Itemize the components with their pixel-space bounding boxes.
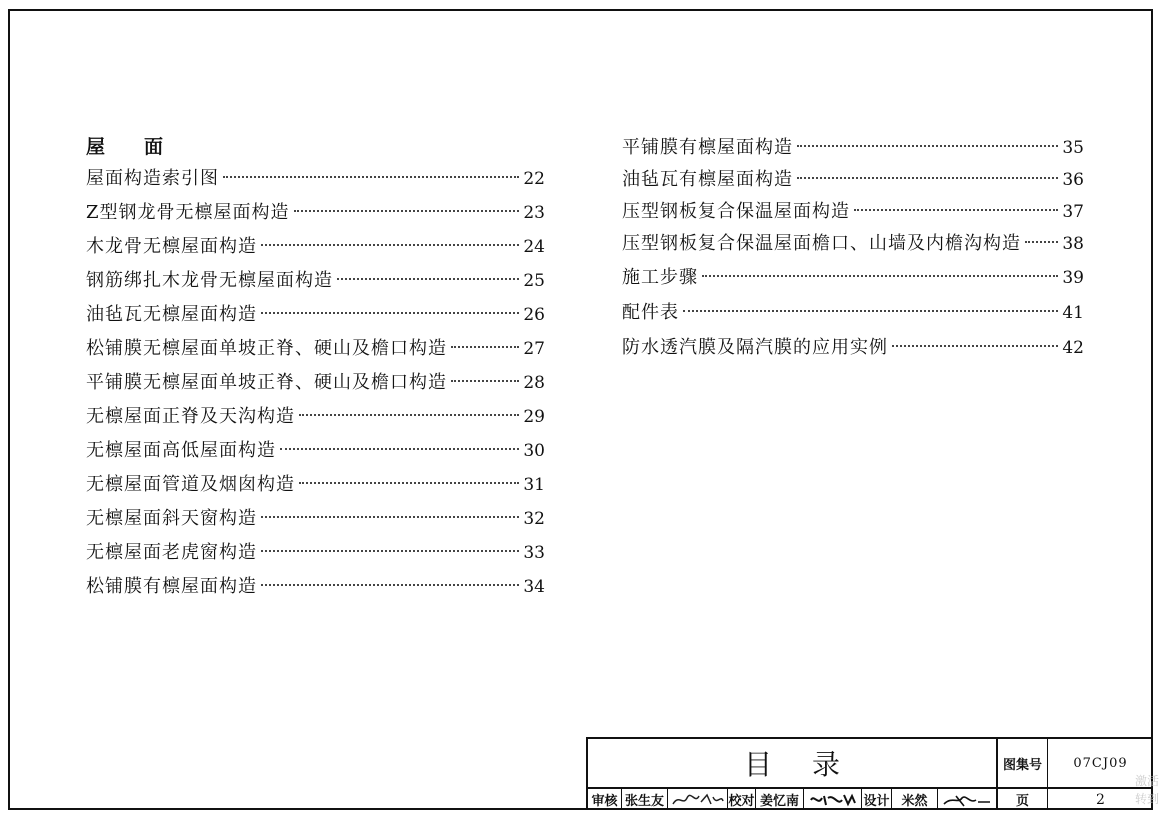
dot-leader bbox=[854, 209, 1058, 211]
dot-leader bbox=[223, 176, 519, 178]
toc-entry bbox=[86, 366, 545, 400]
toc-entry-title: 平铺膜有檩屋面构造 bbox=[622, 137, 793, 158]
dot-leader bbox=[261, 312, 519, 314]
toc-entry-title: 松铺膜无檩屋面单坡正脊、硬山及檐口构造 bbox=[86, 338, 447, 359]
toc-entry-page: 41 bbox=[1062, 303, 1084, 323]
toc-entry-title: 无檩屋面高低屋面构造 bbox=[86, 440, 276, 461]
toc-entry-title: 平铺膜无檩屋面单坡正脊、硬山及檐口构造 bbox=[86, 372, 447, 393]
toc-entry-title: 松铺膜有檩屋面构造 bbox=[86, 576, 257, 597]
toc-entry bbox=[86, 434, 545, 468]
toc-entry-title: 压型钢板复合保温屋面檐口、山墙及内檐沟构造 bbox=[622, 233, 1021, 254]
toc-entry-title: Z型钢龙骨无檩屋面构造 bbox=[86, 202, 290, 223]
section-heading: 屋 面 bbox=[86, 136, 174, 158]
toc-entry-page: 33 bbox=[523, 543, 545, 563]
designer-signature bbox=[938, 789, 998, 810]
watermark bbox=[1129, 772, 1159, 814]
toc-entry-title: 油毡瓦无檩屋面构造 bbox=[86, 304, 257, 325]
design-label: 设计 bbox=[862, 789, 892, 810]
page-label: 页 bbox=[998, 789, 1048, 810]
toc-entry bbox=[86, 570, 545, 604]
toc-entry bbox=[86, 468, 545, 502]
toc-entry bbox=[86, 502, 545, 536]
review-label: 审核 bbox=[588, 789, 622, 810]
watermark-line-2: 转到 bbox=[1134, 792, 1159, 806]
toc-entry-title: 施工步骤 bbox=[622, 267, 698, 288]
toc-entry bbox=[86, 162, 545, 196]
toc-entry bbox=[622, 228, 1084, 260]
toc-entry bbox=[622, 295, 1084, 330]
dot-leader bbox=[683, 310, 1058, 312]
watermark-line-1: 激活 bbox=[1134, 774, 1159, 788]
toc-entry-page: 28 bbox=[523, 373, 545, 393]
toc-entry-page: 23 bbox=[523, 203, 545, 223]
check-label: 校对 bbox=[728, 789, 756, 810]
reviewer-signature bbox=[668, 789, 728, 810]
toc-entry-title: 配件表 bbox=[622, 302, 679, 323]
toc-entry-page: 42 bbox=[1062, 338, 1084, 358]
dot-leader bbox=[892, 345, 1058, 347]
toc-left-column bbox=[86, 132, 545, 604]
toc-entry bbox=[86, 196, 545, 230]
toc-entry-title: 钢筋绑扎木龙骨无檩屋面构造 bbox=[86, 270, 333, 291]
dot-leader bbox=[299, 414, 519, 416]
toc-entry-title: 无檩屋面老虎窗构造 bbox=[86, 542, 257, 563]
toc-right-column bbox=[622, 132, 1084, 365]
toc-entry-page: 38 bbox=[1062, 234, 1084, 254]
title-block bbox=[586, 737, 1153, 810]
toc-entry bbox=[622, 260, 1084, 295]
toc-entry-title: 无檩屋面正脊及天沟构造 bbox=[86, 406, 295, 427]
toc-entry bbox=[622, 196, 1084, 228]
dot-leader bbox=[1025, 241, 1058, 243]
toc-entry-title: 压型钢板复合保温屋面构造 bbox=[622, 201, 850, 222]
toc-entry-title: 屋面构造索引图 bbox=[86, 168, 219, 189]
toc-entry-title: 防水透汽膜及隔汽膜的应用实例 bbox=[622, 337, 888, 358]
dot-leader bbox=[337, 278, 519, 280]
toc-entry bbox=[622, 330, 1084, 365]
dot-leader bbox=[451, 380, 519, 382]
toc-right-list bbox=[622, 132, 1084, 365]
dot-leader bbox=[261, 550, 519, 552]
toc-entry-page: 27 bbox=[523, 339, 545, 359]
dot-leader bbox=[451, 346, 519, 348]
toc-entry bbox=[86, 536, 545, 570]
toc-entry-page: 26 bbox=[523, 305, 545, 325]
toc-entry bbox=[622, 164, 1084, 196]
atlas-number-value: 07CJ09 bbox=[1048, 739, 1153, 789]
dot-leader bbox=[261, 244, 519, 246]
title-block-title: 目录 bbox=[588, 739, 998, 789]
dot-leader bbox=[299, 482, 519, 484]
dot-leader bbox=[261, 584, 519, 586]
toc-entry-page: 24 bbox=[523, 237, 545, 257]
toc-entry-page: 32 bbox=[523, 509, 545, 529]
toc-entry-page: 39 bbox=[1062, 268, 1084, 288]
toc-entry bbox=[86, 230, 545, 264]
dot-leader bbox=[280, 448, 519, 450]
toc-entry-title: 无檩屋面斜天窗构造 bbox=[86, 508, 257, 529]
toc-entry bbox=[86, 298, 545, 332]
dot-leader bbox=[261, 516, 519, 518]
dot-leader bbox=[797, 145, 1058, 147]
toc-entry-page: 37 bbox=[1062, 202, 1084, 222]
dot-leader bbox=[702, 275, 1058, 277]
page-number: 2 bbox=[1096, 791, 1105, 808]
dot-leader bbox=[797, 177, 1058, 179]
checker-name: 姜忆南 bbox=[756, 789, 804, 810]
toc-entry-page: 22 bbox=[523, 169, 545, 189]
toc-entry-title: 无檩屋面管道及烟囱构造 bbox=[86, 474, 295, 495]
toc-entry-page: 25 bbox=[523, 271, 545, 291]
toc-entry-page: 31 bbox=[523, 475, 545, 495]
toc-entry-page: 30 bbox=[523, 441, 545, 461]
toc-entry bbox=[86, 264, 545, 298]
toc-entry-title: 木龙骨无檩屋面构造 bbox=[86, 236, 257, 257]
toc-entry-page: 35 bbox=[1062, 138, 1084, 158]
toc-entry bbox=[86, 332, 545, 366]
reviewer-name: 张生友 bbox=[622, 789, 668, 810]
toc-entry-title: 油毡瓦有檩屋面构造 bbox=[622, 169, 793, 190]
toc-entry-page: 34 bbox=[523, 577, 545, 597]
designer-name: 米然 bbox=[892, 789, 938, 810]
checker-signature bbox=[804, 789, 862, 810]
toc-entry-page: 29 bbox=[523, 407, 545, 427]
atlas-number-label: 图集号 bbox=[998, 739, 1048, 789]
toc-left-list bbox=[86, 162, 545, 604]
toc-entry bbox=[86, 400, 545, 434]
signature-row bbox=[588, 789, 1153, 810]
dot-leader bbox=[294, 210, 519, 212]
toc-entry-page: 36 bbox=[1062, 170, 1084, 190]
toc-entry bbox=[622, 132, 1084, 164]
